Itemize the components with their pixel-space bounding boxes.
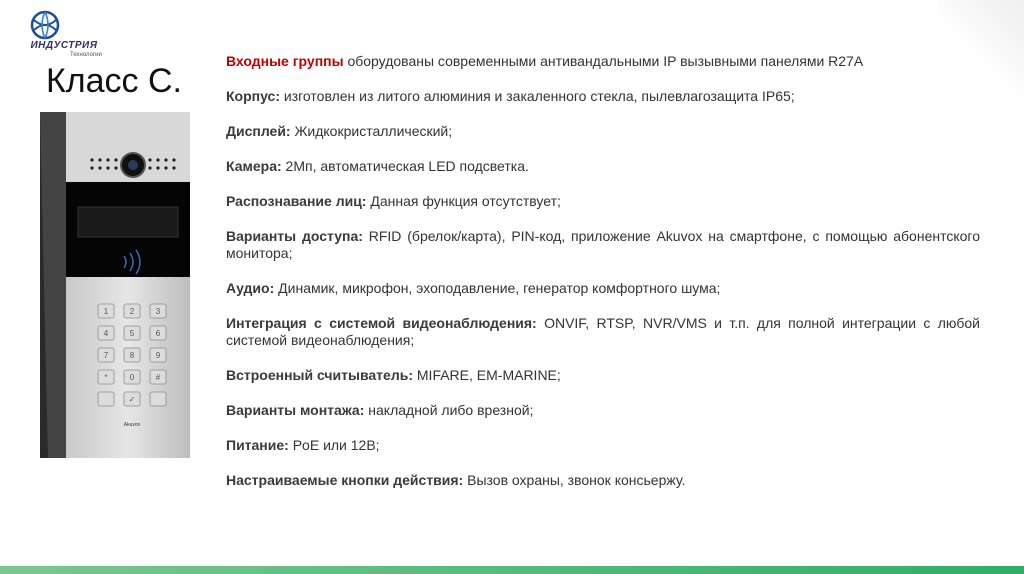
key-label: 5	[129, 329, 135, 338]
key-label: #	[155, 373, 161, 382]
slide-title: Класс С.	[46, 62, 182, 100]
spec-item	[226, 437, 980, 454]
key-label: 8	[129, 351, 135, 360]
spec-key: Варианты доступа:	[226, 228, 363, 244]
spec-text: MIFARE, EM-MARINE;	[413, 367, 561, 383]
spec-item	[226, 88, 980, 105]
spec-item	[226, 193, 980, 210]
spec-key: Настраиваемые кнопки действия:	[226, 472, 464, 488]
spec-key: Дисплей:	[226, 123, 291, 139]
intercom-panel-image	[40, 112, 190, 458]
spec-key: Распознавание лиц:	[226, 193, 367, 209]
globe-logo-icon	[30, 10, 60, 40]
spec-key: Камера:	[226, 158, 282, 174]
spec-key: Интеграция с системой видеонаблюдения:	[226, 315, 537, 331]
spec-key: Варианты монтажа:	[226, 402, 365, 418]
spec-text: Динамик, микрофон, эхоподавление, генератор комфортного шума;	[274, 280, 721, 296]
key-label: 2	[129, 307, 135, 316]
spec-item	[226, 315, 980, 349]
spec-text: PoE или 12В;	[288, 437, 380, 453]
spec-key: Корпус:	[226, 88, 280, 104]
key-label: 6	[155, 329, 161, 338]
spec-key: Входные группы	[226, 53, 344, 69]
spec-item	[226, 402, 980, 419]
spec-item	[226, 158, 980, 175]
spec-key: Аудио:	[226, 280, 275, 296]
spec-key: Питание:	[226, 437, 289, 453]
key-label: 3	[155, 307, 161, 316]
key-label: 1	[103, 307, 109, 316]
spec-text: Данная функция отсутствует;	[366, 193, 561, 209]
bottom-accent-bar	[0, 566, 1024, 574]
spec-item	[226, 472, 980, 489]
key-label: 4	[103, 329, 109, 338]
spec-item	[226, 228, 980, 262]
logo-subtitle: Технологии	[70, 52, 102, 58]
spec-text: изготовлен из литого алюминия и закаленного стекла, пылевлагозащита IP65;	[280, 88, 795, 104]
spec-text: оборудованы современными антивандальными IP вызывными панелями R27A	[343, 53, 864, 69]
key-label: 7	[103, 351, 109, 360]
spec-item	[226, 53, 980, 70]
spec-text: 2Мп, автоматическая LED подсветка.	[281, 158, 529, 174]
spec-list	[226, 53, 980, 507]
spec-text: Жидкокристаллический;	[290, 123, 453, 139]
key-label: 0	[129, 373, 135, 382]
key-label: 9	[155, 351, 161, 360]
spec-key: Встроенный считыватель:	[226, 367, 413, 383]
key-label: *	[104, 373, 108, 382]
spec-text: ONVIF, RTSP, NVR/VMS и т.п. для полной интеграции с любой системой видеонаблюдения;	[226, 315, 980, 348]
spec-item	[226, 123, 980, 140]
company-logo	[14, 10, 114, 58]
logo-name: ИНДУСТРИЯ	[30, 40, 98, 51]
spec-text: RFID (брелок/карта), PIN-код, приложение Akuvox на смартфоне, с помощью абонентского монитора;	[226, 228, 981, 261]
key-label: ✓	[128, 395, 136, 404]
spec-item	[226, 367, 980, 384]
spec-item	[226, 280, 980, 297]
spec-text: Вызов охраны, звонок консьержу.	[463, 472, 686, 488]
spec-text: накладной либо врезной;	[364, 402, 534, 418]
device-brand-label: Akuvox	[123, 422, 141, 428]
